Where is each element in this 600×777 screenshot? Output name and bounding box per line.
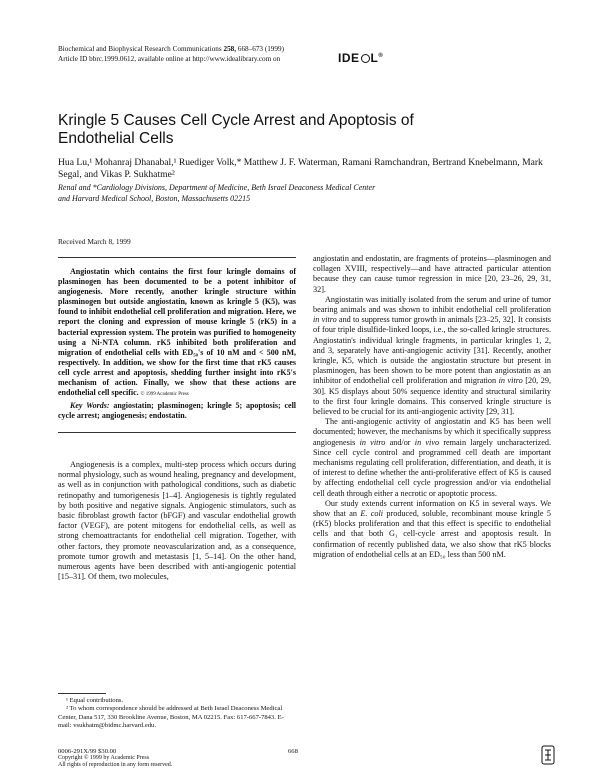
footnotes: [58, 697, 296, 731]
publisher-seal-icon: [541, 745, 555, 765]
abstract-top-rule: [58, 257, 296, 258]
journal-citation: [58, 44, 284, 54]
received-date: Received March 8, 1999: [58, 237, 131, 246]
affiliation: [58, 183, 548, 204]
article-id: Article ID bbrc.1999.0612, available online at http://www.idealibrary.com on: [58, 55, 281, 63]
page-number: 668: [288, 748, 298, 755]
body-left-column: [58, 460, 296, 582]
abstract-paragraph: [58, 267, 296, 400]
logo-text-left: IDE: [338, 51, 360, 65]
issn: 0006-291X/99 $30.00: [58, 748, 117, 755]
body-paragraph: The anti-angiogenic activity of angiostatin and K5 has been well documented; however, the mechanisms by which it specifically suppress angiogenesis in vitro and/or in vivo remain largely uncharacterized. Since cell cycle control and programmed cell death are important mechanisms regulating cell proliferation, differentiation, and death, it is of interest to define whether the anti-proliferative effect of K5 is caused by affecting endothelial cell cycle progression and/or via endothelial cell death through either a necrotic or apoptotic process.: [313, 417, 552, 498]
abstract-text: Angiostatin which contains the first four kringle domains of plasminogen has been documented to be a potent inhibitor of angiogenesis. More recently, another kringle structure within plasminogen but outside angiostatin, known as kringle 5 (K5), was found to inhibit endothelial cell proliferation and migration. Here, we report the cloning and expression of mouse kringle 5 (rK5) in a bacterial expression system. The protein was purified to homogeneity using a Ni-NTA column. rK5 inhibited both proliferation and migration of endothelial cells with ED₅₀'s of 10 nM and < 500 nM, respectively. In addition, we show for the first time that rK5 causes cell cycle arrest and apoptosis, shedding further insight into rK5's mechanism of action. Finally, we show that these actions are endothelial cell specific.: [58, 267, 296, 398]
keywords: [58, 401, 296, 421]
journal-header: [58, 44, 284, 64]
affiliation-line-2: and Harvard Medical School, Boston, Massachusetts 02215: [58, 193, 251, 203]
journal-pages: 668–673 (1999): [237, 45, 284, 53]
ideal-logo: [338, 51, 383, 65]
body-paragraph: Our study extends current information on K5 in several ways. We show that an E. coli produced, soluble, recombinant mouse kringle 5 (rK5) blocks proliferation and that this effect is specific to endothelial cells and that both G₁ cell-cycle arrest and apoptosis result. In confirmation of recently published data, we also show that rK5 blocks migration of endothelial cells at an ED₅₀ less than 500 nM.: [313, 498, 552, 559]
logo-mark: ®: [378, 53, 384, 59]
abstract-bottom-rule: [58, 432, 296, 433]
abstract: [58, 267, 296, 421]
rights: All rights of reproduction in any form reserved.: [58, 762, 173, 769]
copyright: Copyright © 1999 by Academic Press: [58, 755, 150, 762]
author-list: Hua Lu,¹ Mohanraj Dhanabal,¹ Ruediger Volk,* Matthew J. F. Waterman, Ramani Ramchandran, Bertrand Knebelmann, Mark Segal, and Vikas P. Sukhatme²: [58, 157, 543, 180]
body-right-column: [313, 254, 551, 560]
body-paragraph: Angiogenesis is a complex, multi-step process which occurs during normal physiology, such as wound healing, pregnancy and development, as well as in conjunction with pathological conditions, such as diabetic retinopathy and tumorigenesis [1–4]. Angiogenesis is tightly regulated by both positive and negative signals. Angiogenic stimulators, such as basic fibroblast growth factor (bFGF) and vascular endothelial growth factor (VEGF), are potent mitogens for endothelial cells, as well as strong chemoattractants for endothelial cell migration. Together, with other factors, they promote neovascularization and, as a consequence, promote tumor growth and metastasis [1, 5–14]. On the other hand, numerous agents have been described with anti-angiogenic potential [15–31]. Of them, two molecules,: [58, 460, 296, 582]
keywords-text: angiostatin; plasminogen; kringle 5; apoptosis; cell cycle arrest; angiogenesis; endostatin.: [58, 401, 297, 421]
affiliation-line-1: Renal and *Cardiology Divisions, Department of Medicine, Beth Israel Deaconess Medical Center: [58, 183, 376, 192]
journal-volume: 258,: [223, 45, 237, 53]
footnote-rule: [58, 693, 106, 694]
footer-copyright-block: [58, 748, 172, 770]
logo-dot-icon: [361, 54, 370, 63]
body-paragraph: angiostatin and endostatin, are fragments of proteins—plasminogen and collagen XVIII, respectively—and have attracted particular attention because they can cause tumor regression in mice [20, 23–26, 29, 31, 32].: [313, 254, 551, 294]
footnote-1: ¹ Equal contributions.: [66, 697, 124, 704]
logo-text-right: L: [370, 51, 379, 65]
journal-name: Biochemical and Biophysical Research Communications: [58, 45, 222, 53]
abstract-copyright: © 1999 Academic Press: [140, 392, 189, 398]
body-paragraph: Angiostatin was initially isolated from the serum and urine of tumor bearing animals and was shown to inhibit endothelial cell proliferation in vitro and to suppress tumor growth in animals [23–25, 32]. It consists of four triple disulfide-linked loops, i.e., the so-called kringle structures. Angiostatin's individual kringle fragments, in particular kringles 1, 2, and 3, separately have anti-angiogenic activity [31]. Recently, another kringle, K5, which is outside the angiostatin structure but present in plasminogen, has been shown to be more potent than angiostatin as an inhibitor of endothelial cell proliferation and migration in vitro [20, 29, 30]. K5 displays about 50% sequence identity and structural similarity to the first four kringle domains. This conserved kringle structure is believed to be crucial for its anti-angiogenic activity [29, 31].: [313, 294, 551, 417]
footnote-2: ² To whom correspondence should be addressed at Beth Israel Deaconess Medical Center, Dana 517, 330 Brookline Avenue, Boston, MA 02215. Fax: 617-667-7843. E-mail: vsukhatm@bidmc.harvard.edu.: [58, 705, 284, 730]
keywords-label: Key Words:: [70, 401, 110, 411]
article-title: Kringle 5 Causes Cell Cycle Arrest and Apoptosis of Endothelial Cells: [58, 112, 414, 147]
